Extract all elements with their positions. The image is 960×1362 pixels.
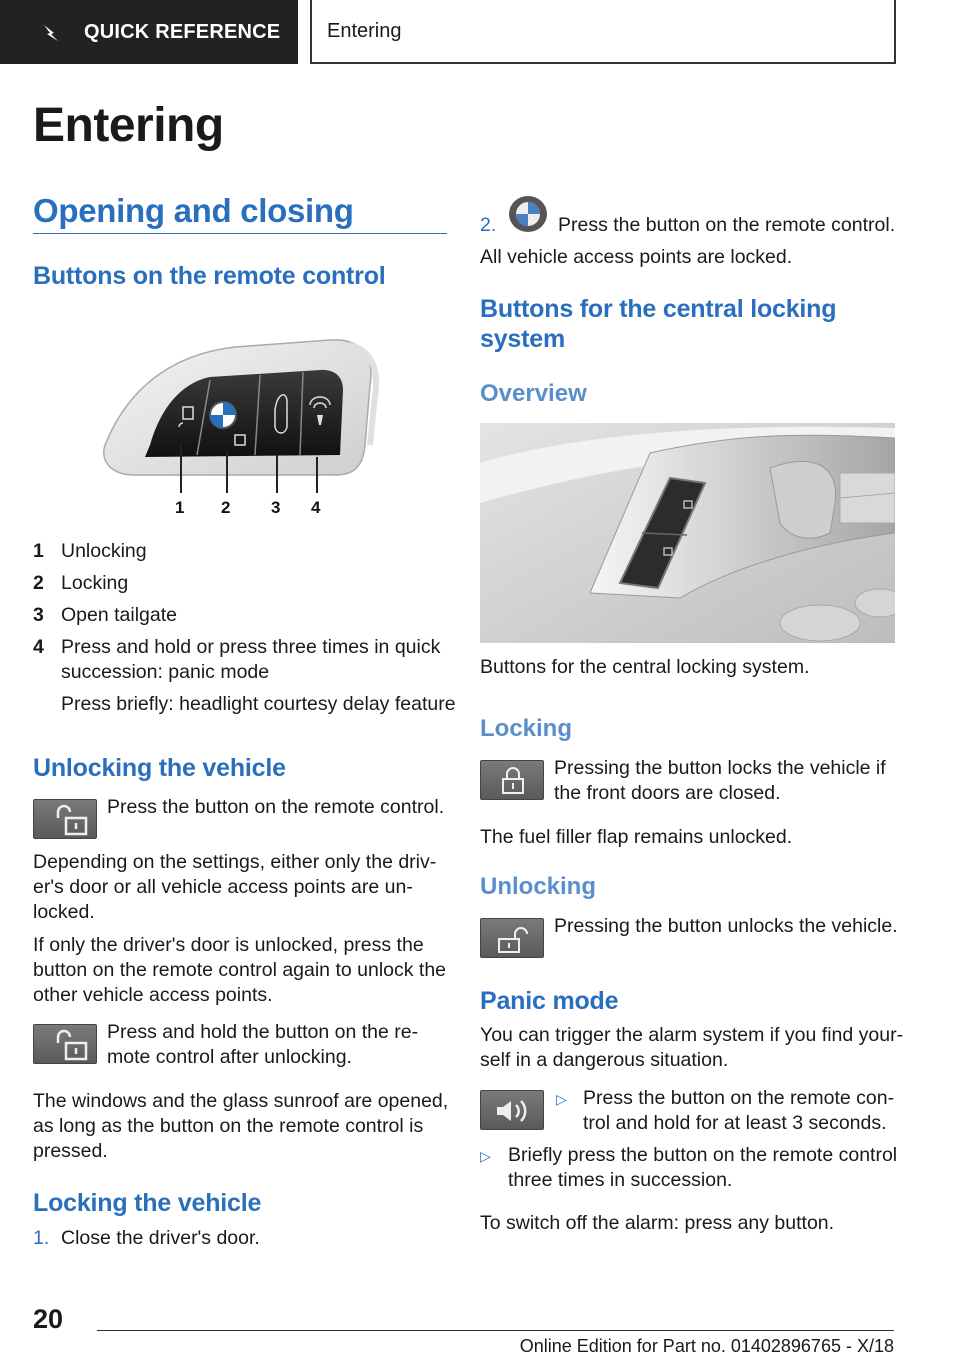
central-unlock-button-icon — [480, 918, 544, 958]
edition-info: Online Edition for Part no. 01402896765 - X/18 — [519, 1336, 894, 1356]
central-locking-heading: Buttons for the central locking — [480, 295, 837, 323]
locking-step-2: 2. — [480, 214, 497, 236]
panic-intro: self in a dangerous situation. — [480, 1049, 729, 1071]
figure-caption: Buttons for the central locking system. — [480, 656, 810, 678]
alarm-switch-off: To switch off the alarm: press any button. — [480, 1212, 835, 1234]
paragraph: The windows and the glass sunroof are opened, — [33, 1090, 449, 1112]
paragraph: locked. — [33, 901, 95, 923]
topic-tab[interactable] — [310, 0, 896, 64]
section-label: QUICK REFERENCE — [84, 20, 281, 43]
lock-button-icon — [480, 760, 544, 800]
figure-label-4: 4 — [311, 498, 321, 517]
section-divider — [33, 233, 447, 234]
unlock-button-icon — [33, 799, 97, 839]
paragraph: er's door or all vehicle access points are un- — [33, 876, 413, 898]
figure-label-3: 3 — [271, 498, 281, 517]
locking-text: Pressing the button locks the vehicle if — [554, 757, 886, 779]
paragraph: If only the driver's door is unlocked, press the — [33, 934, 424, 956]
panic-bullet-1-text: trol and hold for at least 3 seconds. — [583, 1112, 887, 1134]
paragraph: as long as the button on the remote control is — [33, 1115, 424, 1137]
central-locking-heading: system — [480, 325, 565, 353]
panic-intro: You can trigger the alarm system if you find your- — [480, 1024, 904, 1046]
locking-step-1: 1. Close the driver's door. — [33, 1227, 260, 1249]
legend-item: 3 Open tailgate — [33, 604, 178, 626]
legend-item: 1 Unlocking — [33, 540, 147, 562]
panic-mode-heading: Panic mode — [480, 987, 619, 1015]
section-title: Opening and closing — [33, 192, 354, 229]
paragraph: other vehicle access points. — [33, 984, 273, 1006]
panic-bullet-2-text: Briefly press the button on the remote control — [508, 1144, 898, 1166]
legend-item: 4 Press and hold or press three times in quick — [33, 636, 441, 658]
unlock-hold-step: Press and hold the button on the re- — [107, 1021, 419, 1043]
panic-bullet-2-text: three times in succession. — [508, 1169, 733, 1191]
quick-reference-tab[interactable] — [0, 0, 298, 64]
unlocking-heading: Unlocking — [480, 873, 597, 900]
locking-heading: Locking — [480, 715, 573, 742]
bullet-triangle-icon: ▷ — [556, 1091, 567, 1107]
remote-key-illustration — [95, 335, 395, 520]
figure-label-1: 1 — [175, 498, 185, 517]
overview-heading: Overview — [480, 380, 587, 407]
locking-vehicle-heading: Locking the vehicle — [33, 1189, 262, 1217]
legend-item-continued: Press briefly: headlight courtesy delay feature — [61, 693, 456, 715]
page-title: Entering — [33, 99, 224, 152]
panic-bullet-2 — [480, 1143, 491, 1169]
unlock-button-icon — [33, 1024, 97, 1064]
footer-divider — [97, 1330, 894, 1331]
panic-bullet-1 — [556, 1086, 567, 1112]
fuel-flap-note: The fuel filler flap remains unlocked. — [480, 826, 793, 848]
unlocking-text: Pressing the button unlocks the vehicle. — [554, 915, 898, 937]
paragraph: button on the remote control again to unlock the — [33, 959, 447, 981]
door-panel-illustration — [480, 423, 895, 643]
paragraph: Depending on the settings, either only the driv- — [33, 851, 437, 873]
unlock-step: Press the button on the remote control. — [107, 796, 445, 818]
bullet-triangle-icon: ▷ — [480, 1148, 491, 1164]
paragraph: pressed. — [33, 1140, 108, 1162]
unlocking-vehicle-heading: Unlocking the vehicle — [33, 754, 286, 782]
legend-item: 2 Locking — [33, 572, 129, 594]
page-number: 20 — [33, 1304, 64, 1334]
bmw-logo-button-icon — [508, 195, 548, 233]
panic-bullet-1-text: Press the button on the remote con- — [583, 1087, 895, 1109]
legend-item-continued: succession: panic mode — [61, 661, 270, 683]
locking-result: All vehicle access points are locked. — [480, 246, 793, 268]
figure-label-2: 2 — [221, 498, 231, 517]
panic-button-icon — [480, 1090, 544, 1130]
remote-buttons-heading: Buttons on the remote control — [33, 262, 386, 290]
topic-label: Entering — [327, 19, 402, 42]
locking-step-2-text: Press the button on the remote control. — [558, 214, 896, 236]
unlock-hold-step: mote control after unlocking. — [107, 1046, 352, 1068]
bolt-icon — [42, 21, 60, 43]
locking-text: the front doors are closed. — [554, 782, 781, 804]
